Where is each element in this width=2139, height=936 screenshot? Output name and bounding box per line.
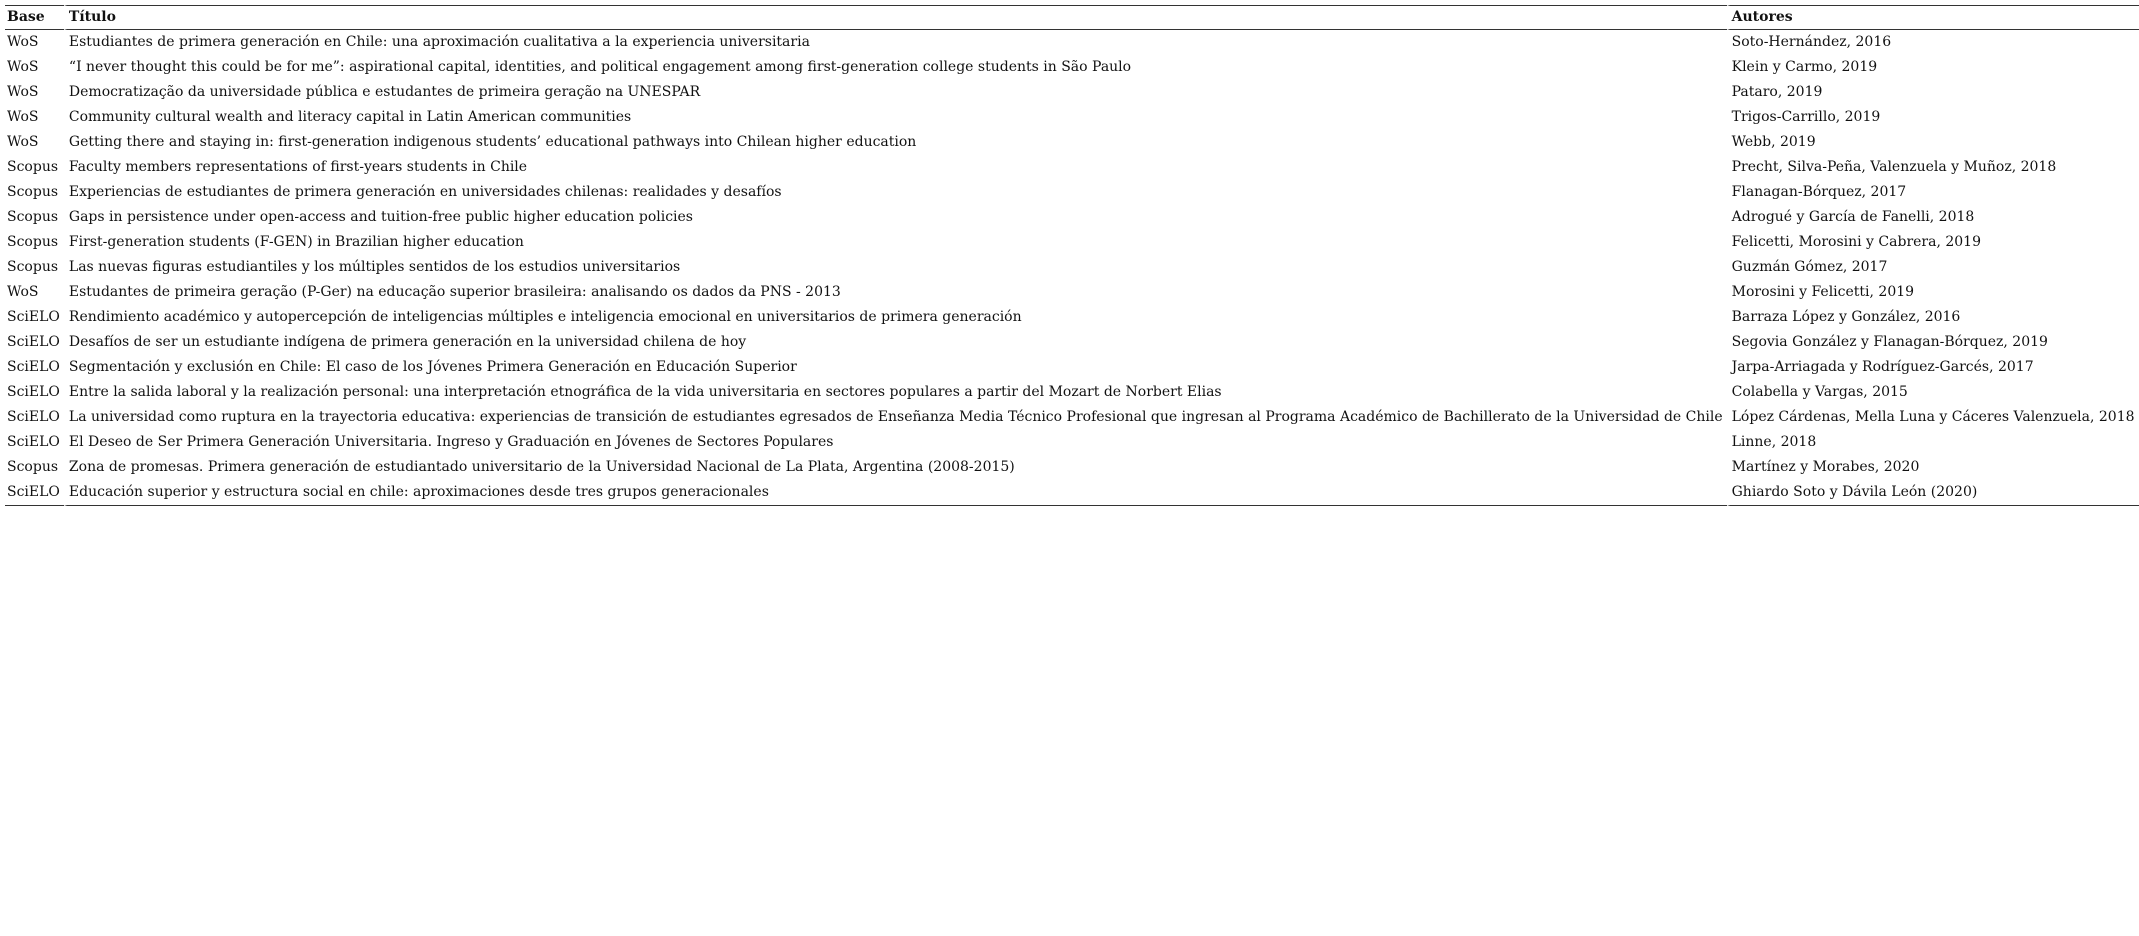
cell-authors: Trigos-Carrillo, 2019 <box>1727 105 2139 130</box>
table-row <box>5 30 2139 55</box>
cell-title: Faculty members representations of first-years students in Chile <box>64 155 1727 180</box>
table-row <box>5 130 2139 155</box>
cell-title: “I never thought this could be for me”: aspirational capital, identities, and political engagement among first-generation college students in São Paulo <box>64 55 1727 80</box>
cell-title: Estudiantes de primera generación en Chile: una aproximación cualitativa a la experiencia universitaria <box>64 30 1727 55</box>
cell-authors: Flanagan-Bórquez, 2017 <box>1727 180 2139 205</box>
cell-base: Scopus <box>7 184 59 200</box>
cell-authors: Barraza López y González, 2016 <box>1727 305 2139 330</box>
table-body <box>5 30 2139 506</box>
cell-authors: Adrogué y García de Fanelli, 2018 <box>1727 205 2139 230</box>
table-row <box>5 355 2139 380</box>
cell-title: Desafíos de ser un estudiante indígena de primera generación en la universidad chilena de hoy <box>64 330 1727 355</box>
cell-authors: López Cárdenas, Mella Luna y Cáceres Valenzuela, 2018 <box>1727 405 2139 430</box>
references-table <box>5 5 2139 506</box>
cell-authors: Ghiardo Soto y Dávila León (2020) <box>1727 480 2139 506</box>
cell-base: WoS <box>7 284 39 300</box>
table-row <box>5 230 2139 255</box>
cell-authors: Precht, Silva-Peña, Valenzuela y Muñoz, 2018 <box>1727 155 2139 180</box>
cell-title: Democratização da universidade pública e estudantes de primeira geração na UNESPAR <box>64 80 1727 105</box>
table-row <box>5 205 2139 230</box>
table-row <box>5 305 2139 330</box>
header-base: Base <box>5 5 64 30</box>
table-row <box>5 480 2139 506</box>
cell-title: Gaps in persistence under open-access and tuition-free public higher education policies <box>64 205 1727 230</box>
cell-base: WoS <box>7 34 39 50</box>
table-row <box>5 155 2139 180</box>
cell-base: SciELO <box>5 480 64 506</box>
cell-title: Zona de promesas. Primera generación de estudiantado universitario de la Universidad Nacional de La Plata, Argentina (2008-2015) <box>64 455 1727 480</box>
cell-title: Educación superior y estructura social en chile: aproximaciones desde tres grupos generacionales <box>64 480 1727 506</box>
cell-authors: Soto-Hernández, 2016 <box>1727 30 2139 55</box>
cell-title: Rendimiento académico y autopercepción de inteligencias múltiples e inteligencia emocional en universitarios de primera generación <box>64 305 1727 330</box>
table-row <box>5 430 2139 455</box>
table-row <box>5 330 2139 355</box>
table-row <box>5 255 2139 280</box>
cell-authors: Segovia González y Flanagan-Bórquez, 2019 <box>1727 330 2139 355</box>
cell-authors: Jarpa-Arriagada y Rodríguez-Garcés, 2017 <box>1727 355 2139 380</box>
cell-base: SciELO <box>7 309 60 325</box>
table-row <box>5 80 2139 105</box>
cell-authors: Klein y Carmo, 2019 <box>1727 55 2139 80</box>
cell-authors: Linne, 2018 <box>1727 430 2139 455</box>
table-row <box>5 455 2139 480</box>
cell-base: SciELO <box>7 384 60 400</box>
cell-base: Scopus <box>7 459 59 475</box>
cell-title: Community cultural wealth and literacy capital in Latin American communities <box>64 105 1727 130</box>
cell-base: WoS <box>7 59 39 75</box>
cell-title: Estudantes de primeira geração (P-Ger) na educação superior brasileira: analisando os dados da PNS - 2013 <box>64 280 1727 305</box>
cell-title: Las nuevas figuras estudiantiles y los múltiples sentidos de los estudios universitarios <box>64 255 1727 280</box>
table-row <box>5 55 2139 80</box>
table-row <box>5 405 2139 430</box>
cell-authors: Webb, 2019 <box>1727 130 2139 155</box>
cell-authors: Pataro, 2019 <box>1727 80 2139 105</box>
cell-base: Scopus <box>7 159 59 175</box>
header-authors: Autores <box>1727 5 2139 30</box>
cell-title: La universidad como ruptura en la trayectoria educativa: experiencias de transición de estudiantes egresados de Enseñanza Media Técnico Profesional que ingresan al Programa Académico de Bachillerato de la Universidad de Chile <box>64 405 1727 430</box>
table-row <box>5 180 2139 205</box>
cell-title: Getting there and staying in: first-generation indigenous students’ educational pathways into Chilean higher education <box>64 130 1727 155</box>
cell-base: WoS <box>7 134 39 150</box>
cell-title: Segmentación y exclusión en Chile: El caso de los Jóvenes Primera Generación en Educación Superior <box>64 355 1727 380</box>
cell-base: SciELO <box>7 359 60 375</box>
cell-base: Scopus <box>7 209 59 225</box>
cell-authors: Felicetti, Morosini y Cabrera, 2019 <box>1727 230 2139 255</box>
cell-authors: Martínez y Morabes, 2020 <box>1727 455 2139 480</box>
cell-title: First-generation students (F-GEN) in Brazilian higher education <box>64 230 1727 255</box>
cell-base: SciELO <box>7 434 60 450</box>
table-row <box>5 280 2139 305</box>
header-row <box>5 5 2139 30</box>
cell-base: WoS <box>7 84 39 100</box>
cell-title: Experiencias de estudiantes de primera generación en universidades chilenas: realidades y desafíos <box>64 180 1727 205</box>
table-header <box>5 5 2139 30</box>
cell-authors: Colabella y Vargas, 2015 <box>1727 380 2139 405</box>
cell-title: El Deseo de Ser Primera Generación Universitaria. Ingreso y Graduación en Jóvenes de Sectores Populares <box>64 430 1727 455</box>
table-row <box>5 380 2139 405</box>
header-title: Título <box>64 5 1727 30</box>
cell-base: Scopus <box>7 234 59 250</box>
cell-title: Entre la salida laboral y la realización personal: una interpretación etnográfica de la vida universitaria en sectores populares a partir del Mozart de Norbert Elias <box>64 380 1727 405</box>
references-table-container <box>5 5 2135 506</box>
cell-base: WoS <box>7 109 39 125</box>
table-row <box>5 105 2139 130</box>
cell-base: SciELO <box>7 334 60 350</box>
cell-authors: Guzmán Gómez, 2017 <box>1727 255 2139 280</box>
cell-base: Scopus <box>7 259 59 275</box>
cell-base: SciELO <box>7 409 60 425</box>
cell-authors: Morosini y Felicetti, 2019 <box>1727 280 2139 305</box>
